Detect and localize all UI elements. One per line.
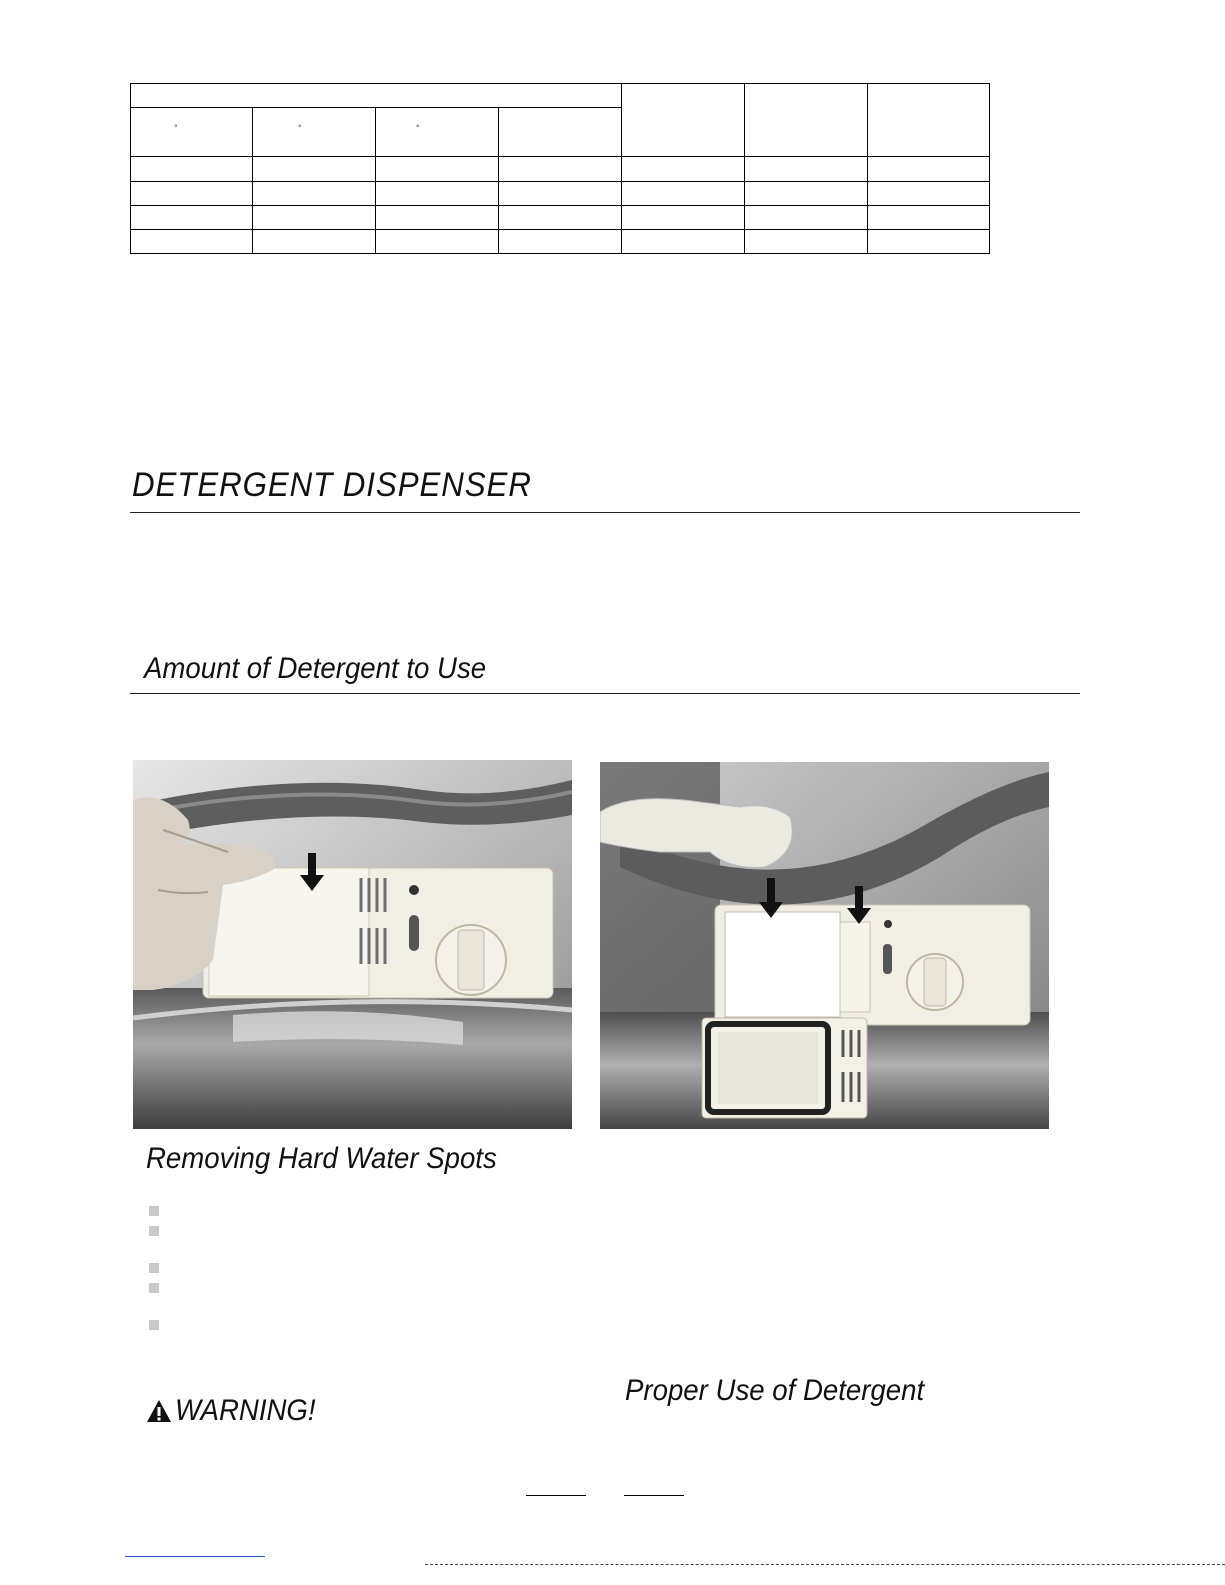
section-rule bbox=[130, 512, 1080, 513]
square-bullet-icon bbox=[149, 1263, 159, 1273]
amount-title: Amount of Detergent to Use bbox=[144, 652, 487, 685]
table-rule bbox=[744, 83, 745, 254]
table-rule bbox=[375, 107, 376, 254]
warning-heading bbox=[146, 1394, 328, 1428]
dispenser-open-photo bbox=[600, 762, 1049, 1129]
table-rule bbox=[867, 83, 868, 254]
page-number-rule bbox=[526, 1495, 586, 1496]
square-bullet-icon bbox=[149, 1320, 159, 1330]
amount-rule bbox=[130, 693, 1080, 694]
warning-triangle-icon bbox=[146, 1399, 172, 1423]
hard-water-title: Removing Hard Water Spots bbox=[146, 1142, 497, 1175]
square-bullet-icon bbox=[149, 1226, 159, 1236]
proper-use-title: Proper Use of Detergent bbox=[625, 1374, 925, 1407]
table-rule bbox=[621, 83, 622, 254]
table-rule bbox=[498, 107, 499, 254]
table-rule bbox=[130, 156, 990, 157]
square-bullet-icon bbox=[149, 1206, 159, 1216]
section-title: DETERGENT DISPENSER bbox=[132, 466, 532, 504]
footer-mark bbox=[425, 1564, 1225, 1565]
square-bullet-icon bbox=[149, 1283, 159, 1293]
page-number-rule bbox=[624, 1495, 684, 1496]
warning-title: WARNING! bbox=[175, 1394, 316, 1427]
table-rule bbox=[130, 181, 990, 182]
degree-mark: ° bbox=[174, 123, 178, 133]
degree-mark: ° bbox=[298, 123, 302, 133]
table-rule bbox=[130, 229, 990, 230]
table-rule bbox=[252, 107, 253, 254]
degree-mark: ° bbox=[416, 123, 420, 133]
footer-mark bbox=[125, 1556, 265, 1557]
table-rule bbox=[130, 205, 990, 206]
dispenser-closed-photo bbox=[133, 760, 572, 1129]
